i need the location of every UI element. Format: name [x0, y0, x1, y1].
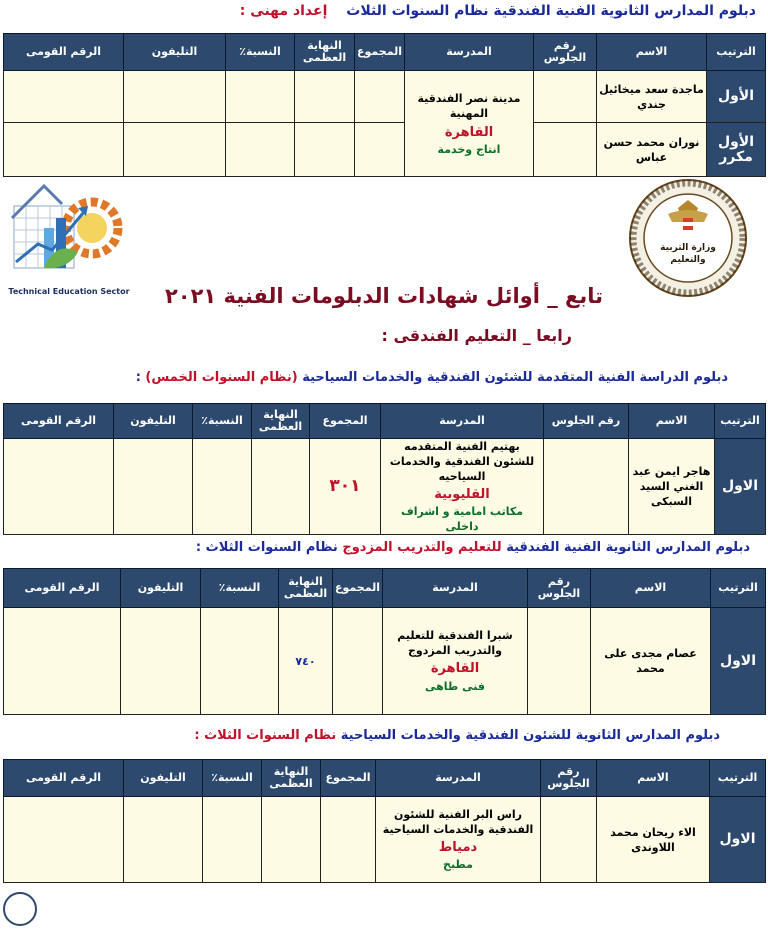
header-name: الاسم — [597, 760, 710, 797]
table-row — [4, 439, 766, 535]
header-name: الاسم — [597, 34, 707, 71]
header-max: النهاية العظمى — [252, 404, 310, 439]
seat-cell — [544, 439, 629, 535]
percent-cell — [226, 123, 295, 177]
diploma-dual-line — [196, 540, 750, 555]
governorate: دمياط — [438, 840, 478, 855]
header-percent: النسبة٪ — [193, 404, 252, 439]
diploma-dual-colon: : — [195, 540, 202, 555]
diploma-3yr-main: دبلوم المدارس الثانوية للشئون الفندقية والخدمات السياحية — [340, 728, 720, 743]
max-cell — [295, 123, 355, 177]
school-cell — [381, 439, 544, 535]
name-cell: ماجدة سعد ميخائيل جندي — [597, 71, 707, 123]
eagle-seal-icon — [628, 178, 748, 298]
max-cell — [252, 439, 310, 535]
header-national-id: الرقم القومى — [4, 34, 124, 71]
specialty: فنى طاهى — [425, 680, 485, 693]
seat-cell — [534, 71, 597, 123]
table-row — [4, 608, 766, 715]
technical-education-caption: Technical Education Sector — [8, 287, 130, 296]
header-percent: النسبة٪ — [226, 34, 295, 71]
rank-cell: الأول — [707, 71, 766, 123]
top-diploma-main: دبلوم المدارس الثانوية الفنية الفندقية نظام السنوات الثلاث — [346, 3, 756, 19]
header-phone: التليفون — [124, 34, 226, 71]
header-national-id: الرقم القومى — [4, 569, 121, 608]
national-id-cell — [4, 797, 124, 883]
diploma-dual-suffix: نظام السنوات الثلاث — [205, 540, 338, 555]
table-header-row — [4, 34, 766, 71]
top-diploma-line — [240, 3, 756, 19]
max-cell — [262, 797, 321, 883]
percent-cell — [203, 797, 262, 883]
header-seat: رقم الجلوس — [541, 760, 597, 797]
phone-cell — [124, 797, 203, 883]
header-rank: الترتيب — [710, 760, 766, 797]
total-cell — [321, 797, 376, 883]
specialty: مكاتب امامية و اشراف داخلى — [400, 505, 524, 533]
header-max: النهاية العظمى — [295, 34, 355, 71]
national-id-cell — [4, 439, 114, 535]
table-hotel-3yr-vocational — [3, 33, 766, 177]
max-cell: ٧٤٠ — [279, 608, 333, 715]
school-cell — [383, 608, 528, 715]
phone-cell — [124, 123, 226, 177]
header-name: الاسم — [629, 404, 715, 439]
total-cell — [355, 123, 405, 177]
header-percent: النسبة٪ — [203, 760, 262, 797]
header-total: المجموع — [321, 760, 376, 797]
school-name: مدينة نصر الفندقية المهنية — [417, 91, 521, 120]
table-header-row — [4, 569, 766, 608]
diploma-5yr-main: دبلوم الدراسة الفنية المتقدمة للشئون الفندقية والخدمات السياحية — [302, 370, 728, 385]
table-header-row — [4, 404, 766, 439]
percent-cell — [193, 439, 252, 535]
header-rank: الترتيب — [715, 404, 766, 439]
header-school: المدرسة — [405, 34, 534, 71]
diploma-dual-main: دبلوم المدارس الثانوية الفنية الفندقية — [506, 540, 750, 555]
name-cell: نوران محمد حسن عباس — [597, 123, 707, 177]
school-name: شبرا الفندقية للتعليم والتدريب المزدوج — [397, 629, 513, 657]
diploma-3yr-line — [194, 728, 720, 743]
diploma-3yr-colon: : — [194, 728, 200, 743]
page-circle-icon — [3, 892, 37, 926]
name-cell: هاجر ايمن عبد الغني السيد السبكى — [629, 439, 715, 535]
header-total: المجموع — [355, 34, 405, 71]
diploma-dual-highlight: للتعليم والتدريب المزدوج — [342, 540, 502, 555]
top-diploma-suffix: إعداد مهنى — [250, 3, 328, 19]
rank-cell: الأول مكرر — [707, 123, 766, 177]
phone-cell — [121, 608, 201, 715]
phone-cell — [114, 439, 193, 535]
seat-cell — [534, 123, 597, 177]
name-cell: عصام مجدى على محمد — [591, 608, 711, 715]
governorate: القاهرة — [430, 661, 480, 676]
diploma-5yr-line — [136, 370, 728, 385]
governorate: القاهرة — [444, 124, 494, 140]
table-row — [4, 797, 766, 883]
table-hotel-dual — [3, 568, 766, 715]
school-name: بهتيم الفنية المتقدمه للشئون الفندقية والخدمات السياحيه — [389, 440, 535, 483]
percent-cell — [201, 608, 279, 715]
header-school: المدرسة — [381, 404, 544, 439]
header-total: المجموع — [310, 404, 381, 439]
header-school: المدرسة — [376, 760, 541, 797]
main-title: تابع _ أوائل شهادات الدبلومات الفنية ٢٠٢١ — [164, 284, 604, 308]
header-seat: رقم الجلوس — [528, 569, 591, 608]
section-title: رابعا _ التعليم الفندقى : — [381, 326, 572, 345]
header-school: المدرسة — [383, 569, 528, 608]
governorate: القليوبية — [434, 487, 490, 502]
table-hotel-5yr — [3, 403, 766, 535]
national-id-cell — [4, 608, 121, 715]
header-max: النهاية العظمى — [262, 760, 321, 797]
total-cell — [333, 608, 383, 715]
ministry-seal-logo — [628, 178, 748, 298]
rank-cell: الاول — [715, 439, 766, 535]
svg-text:وزارة التربية: وزارة التربية — [660, 243, 716, 253]
header-rank: الترتيب — [707, 34, 766, 71]
header-seat: رقم الجلوس — [534, 34, 597, 71]
top-diploma-colon: : — [239, 3, 246, 19]
header-phone: التليفون — [124, 760, 203, 797]
name-cell: الاء ريحان محمد اللاوندى — [597, 797, 710, 883]
school-cell — [376, 797, 541, 883]
school-name: راس البر الفنية للشئون الفندقية والخدمات السياحية — [382, 808, 534, 836]
header-national-id: الرقم القومى — [4, 404, 114, 439]
total-cell — [355, 71, 405, 123]
header-national-id: الرقم القومى — [4, 760, 124, 797]
rank-cell: الاول — [710, 797, 766, 883]
table-row — [4, 123, 766, 177]
max-cell — [295, 71, 355, 123]
header-phone: التليفون — [121, 569, 201, 608]
header-rank: الترتيب — [711, 569, 766, 608]
header-seat: رقم الجلوس — [544, 404, 629, 439]
table-row — [4, 71, 766, 123]
header-phone: التليفون — [114, 404, 193, 439]
specialty: انتاج وخدمة — [437, 142, 501, 156]
total-cell: ٣٠١ — [310, 439, 381, 535]
seat-cell — [528, 608, 591, 715]
school-cell — [405, 71, 534, 177]
diploma-5yr-colon: : — [135, 370, 141, 385]
national-id-cell — [4, 123, 124, 177]
header-max: النهاية العظمى — [279, 569, 333, 608]
rank-cell: الاول — [711, 608, 766, 715]
specialty: مطبخ — [443, 858, 473, 871]
gear-chart-icon — [4, 178, 134, 283]
phone-cell — [124, 71, 226, 123]
table-hotel-3yr-tourism — [3, 759, 766, 883]
header-percent: النسبة٪ — [201, 569, 279, 608]
header-name: الاسم — [591, 569, 711, 608]
diploma-3yr-highlight: نظام السنوات الثلاث — [204, 728, 337, 743]
diploma-5yr-highlight: (نظام السنوات الخمس) — [145, 370, 298, 385]
svg-text:والتعليم: والتعليم — [670, 255, 706, 265]
seat-cell — [541, 797, 597, 883]
percent-cell — [226, 71, 295, 123]
table-header-row — [4, 760, 766, 797]
national-id-cell — [4, 71, 124, 123]
header-total: المجموع — [333, 569, 383, 608]
